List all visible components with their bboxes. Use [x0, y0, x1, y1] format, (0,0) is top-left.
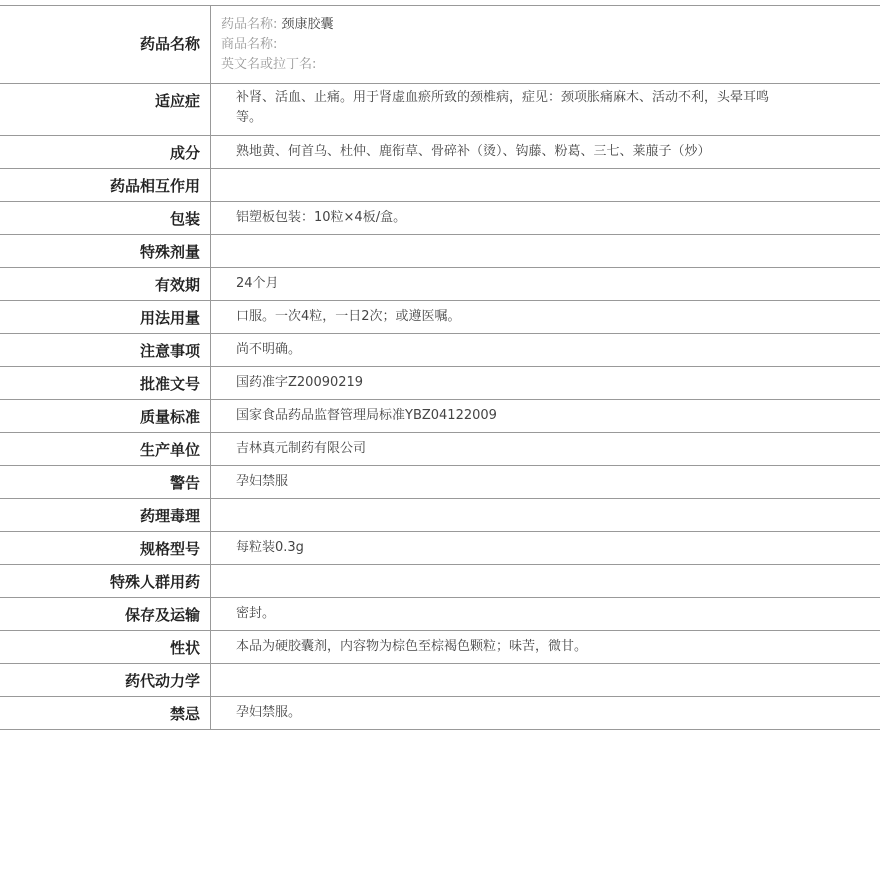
- contraindications-value: 孕妇禁服。: [211, 697, 880, 730]
- row-approval-number: [0, 367, 880, 400]
- pharmacology-value: [211, 499, 880, 532]
- drug-name-row: [0, 6, 880, 84]
- row-storage: [0, 598, 880, 631]
- usage-label: 用法用量: [0, 301, 211, 334]
- indication-label: 适应症: [0, 84, 211, 136]
- usage-value: 口服。一次4粒，一日2次；或遵医嘱。: [211, 301, 880, 334]
- generic-name-key: 药品名称:: [221, 17, 278, 32]
- indication-value: 补肾、活血、止痛。用于肾虚血瘀所致的颈椎病，症见：颈项胀痛麻木、活动不利，头晕耳鸣等。: [211, 84, 880, 136]
- special-dosage-value: [211, 235, 880, 268]
- ingredients-label: 成分: [0, 136, 211, 169]
- shelf-life-label: 有效期: [0, 268, 211, 301]
- special-populations-value: [211, 565, 880, 598]
- row-quality-standard: [0, 400, 880, 433]
- special-populations-label: 特殊人群用药: [0, 565, 211, 598]
- storage-value: 密封。: [211, 598, 880, 631]
- generic-name-value: 颈康胶囊: [281, 17, 334, 32]
- approval-number-label: 批准文号: [0, 367, 211, 400]
- specification-label: 规格型号: [0, 532, 211, 565]
- packaging-label: 包装: [0, 202, 211, 235]
- row-specification: [0, 532, 880, 565]
- row-packaging: [0, 202, 880, 235]
- row-precautions: [0, 334, 880, 367]
- pharmacokinetics-label: 药代动力学: [0, 664, 211, 697]
- storage-label: 保存及运输: [0, 598, 211, 631]
- row-special-dosage: [0, 235, 880, 268]
- pharmacology-label: 药理毒理: [0, 499, 211, 532]
- trade-name-key: 商品名称:: [221, 37, 278, 52]
- interactions-label: 药品相互作用: [0, 169, 211, 202]
- interactions-value: [211, 169, 880, 202]
- row-ingredients: [0, 136, 880, 169]
- warning-label: 警告: [0, 466, 211, 499]
- row-manufacturer: [0, 433, 880, 466]
- precautions-value: 尚不明确。: [211, 334, 880, 367]
- row-special-populations: [0, 565, 880, 598]
- row-interactions: [0, 169, 880, 202]
- specification-value: 每粒装0.3g: [211, 532, 880, 565]
- row-contraindications: [0, 697, 880, 730]
- approval-number-value: 国药准字Z20090219: [211, 367, 880, 400]
- row-shelf-life: [0, 268, 880, 301]
- row-usage: [0, 301, 880, 334]
- drug-name-values: [211, 6, 880, 84]
- row-pharmacology: [0, 499, 880, 532]
- contraindications-label: 禁忌: [0, 697, 211, 730]
- precautions-label: 注意事项: [0, 334, 211, 367]
- manufacturer-label: 生产单位: [0, 433, 211, 466]
- drug-name-label: 药品名称: [0, 6, 211, 84]
- description-value: 本品为硬胶囊剂，内容物为棕色至棕褐色颗粒；味苦，微甘。: [211, 631, 880, 664]
- english-name-line: [221, 55, 790, 75]
- ingredients-value: 熟地黄、何首乌、杜仲、鹿衔草、骨碎补（烫）、钩藤、粉葛、三七、莱菔子（炒）: [211, 136, 880, 169]
- special-dosage-label: 特殊剂量: [0, 235, 211, 268]
- english-name-key: 英文名或拉丁名:: [221, 57, 317, 72]
- row-pharmacokinetics: [0, 664, 880, 697]
- generic-name-line: [221, 15, 790, 35]
- row-indication: [0, 84, 880, 136]
- quality-standard-label: 质量标准: [0, 400, 211, 433]
- manufacturer-value: 吉林真元制药有限公司: [211, 433, 880, 466]
- quality-standard-value: 国家食品药品监督管理局标准YBZ04122009: [211, 400, 880, 433]
- drug-info-table: [0, 5, 880, 730]
- row-description: [0, 631, 880, 664]
- row-warning: [0, 466, 880, 499]
- warning-value: 孕妇禁服: [211, 466, 880, 499]
- pharmacokinetics-value: [211, 664, 880, 697]
- description-label: 性状: [0, 631, 211, 664]
- shelf-life-value: 24个月: [211, 268, 880, 301]
- trade-name-line: [221, 35, 790, 55]
- packaging-value: 铝塑板包装：10粒×4板/盒。: [211, 202, 880, 235]
